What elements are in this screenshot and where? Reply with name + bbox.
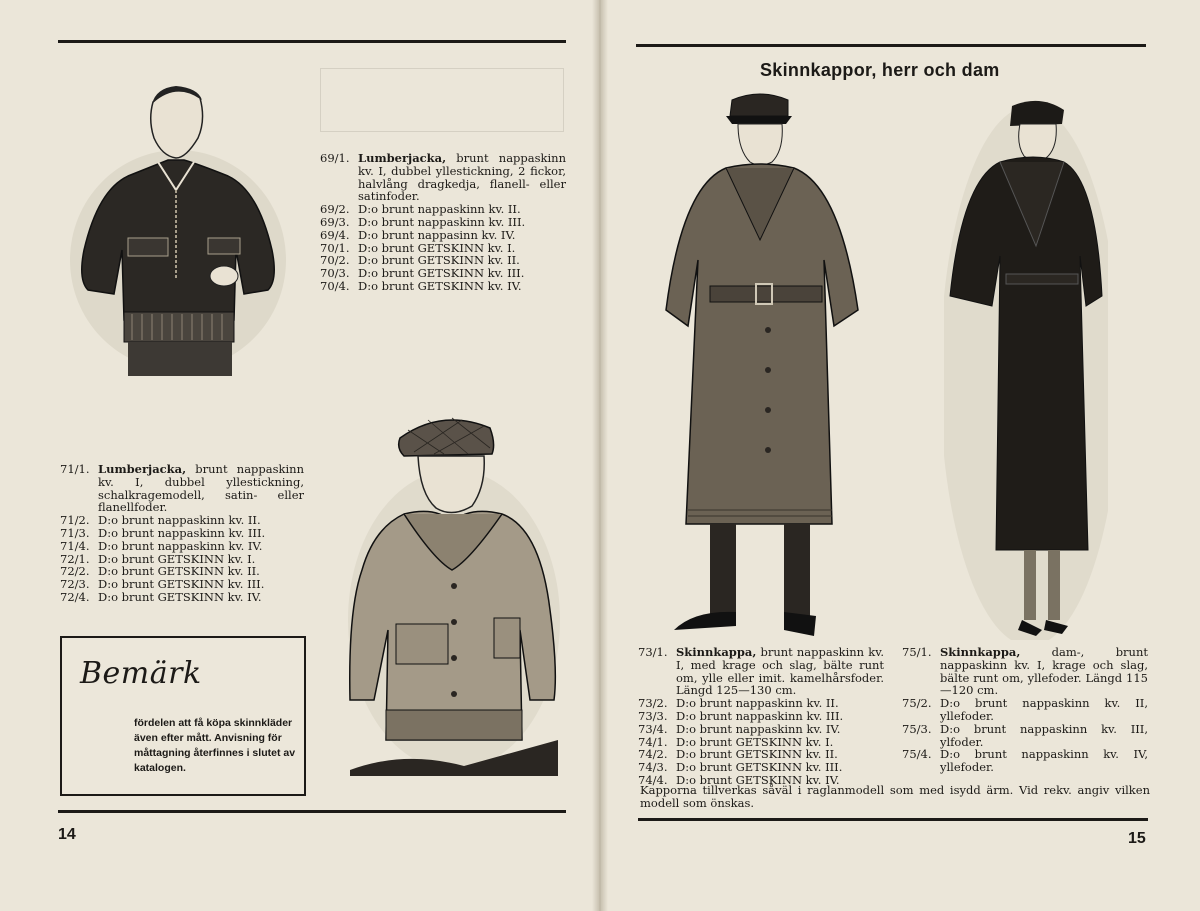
item-description (358, 280, 566, 293)
listing-71-72 (60, 463, 304, 604)
item-number: 73/3. (638, 708, 668, 723)
listing-row (320, 280, 566, 293)
item-text: D:o brunt GETSKINN kv. IV. (358, 278, 522, 293)
item-text: D:o brunt GETSKINN kv. III. (98, 577, 265, 592)
item-text: brunt nappaskinn kv. I, dubbel yllestickning, schalkragemodell, satin- eller flanellfoder. (98, 462, 304, 515)
item-number: 71/4. (60, 538, 90, 553)
item-text: D:o brunt GETSKINN kv. II. (676, 747, 838, 762)
page-number-right: 15 (1128, 830, 1146, 847)
listing-row (320, 152, 566, 203)
item-number: 72/1. (60, 551, 90, 566)
item-text: D:o brunt nappaskinn kv. II. (358, 202, 521, 217)
item-number: 70/4. (320, 278, 350, 293)
listing-row (902, 748, 1148, 774)
item-name: Lumberjacka, (98, 462, 187, 476)
item-number: 69/4. (320, 227, 350, 242)
illustration-skinnkappa-dam (944, 96, 1108, 640)
page-number-left: 14 (58, 826, 76, 843)
item-number: 70/1. (320, 240, 350, 255)
item-name: Lumberjacka, (358, 151, 447, 165)
item-text: D:o brunt GETSKINN kv. I. (358, 240, 516, 255)
item-number: 71/1. (60, 462, 90, 476)
item-description (98, 591, 304, 604)
listing-row (902, 697, 1148, 723)
item-text: D:o brunt nappaskinn kv. IV. (98, 538, 263, 553)
note-text: fördelen att få köpa skinnkläder även efter mått. Anvisning för måttagning återfinnes i slutet av katalogen. (134, 717, 296, 774)
top-rule-right (636, 44, 1146, 47)
item-number: 73/1. (638, 645, 668, 659)
item-number: 72/3. (60, 577, 90, 592)
item-text: brunt nappaskinn kv. I, dubbel yllestickning, 2 fickor, halvlång dragkedja, flanell- eller satinfoder. (358, 151, 566, 204)
item-number: 69/1. (320, 151, 350, 165)
item-number: 70/2. (320, 253, 350, 268)
item-number: 69/2. (320, 202, 350, 217)
top-rule-left (58, 40, 566, 43)
item-text: D:o brunt nappaskinn kv. II, yllefoder. (940, 696, 1148, 723)
item-description (98, 463, 304, 514)
item-number: 74/1. (638, 734, 668, 749)
note-box-bemark (60, 636, 306, 796)
item-number: 70/3. (320, 266, 350, 281)
listing-69-70 (320, 152, 566, 293)
illustration-skinnkappa-herr (664, 90, 864, 638)
listing-row (60, 591, 304, 604)
listing-row (902, 646, 1148, 697)
item-text: D:o brunt GETSKINN kv. IV. (676, 772, 840, 787)
item-number: 71/2. (60, 513, 90, 528)
item-number: 75/2. (902, 696, 932, 711)
item-text: D:o brunt nappaskinn kv. III, ylfoder. (940, 721, 1148, 749)
bottom-rule-right (638, 818, 1148, 821)
item-number: 75/1. (902, 645, 932, 659)
item-number: 73/2. (638, 696, 668, 711)
illustration-lumberjacka-shawl (344, 410, 562, 776)
item-number: 74/2. (638, 747, 668, 762)
page-title: Skinnkappor, herr och dam (760, 60, 1000, 80)
item-description (940, 748, 1148, 774)
item-text: D:o brunt GETSKINN kv. III. (358, 266, 525, 281)
bottom-rule-left (58, 810, 566, 813)
item-description (940, 697, 1148, 723)
item-number: 73/4. (638, 721, 668, 736)
book-gutter (592, 0, 608, 911)
item-number: 72/4. (60, 589, 90, 604)
item-text: brunt nappaskinn kv. I, med krage och slag, bälte runt om, ylle eller imit. kamelhårsfoder. Längd 125—130 cm. (676, 645, 884, 698)
note-heading: Bemärk (80, 656, 202, 691)
listing-row (60, 463, 304, 514)
item-name: Skinnkappa, (676, 645, 757, 659)
item-text: D:o brunt nappaskinn kv. III. (98, 525, 266, 540)
listing-73-74 (638, 646, 884, 787)
item-text: D:o brunt GETSKINN kv. II. (98, 564, 260, 579)
listing-75 (902, 646, 1148, 774)
item-text: D:o brunt GETSKINN kv. III. (676, 760, 843, 775)
item-text: D:o brunt nappaskinn kv. II. (676, 696, 839, 711)
item-description (676, 646, 884, 697)
item-number: 71/3. (60, 525, 90, 540)
illustration-lumberjacka-zip (58, 80, 290, 380)
item-number: 72/2. (60, 564, 90, 579)
item-number: 74/3. (638, 760, 668, 775)
item-text: D:o brunt GETSKINN kv. I. (676, 734, 834, 749)
item-text: D:o brunt nappasinn kv. IV. (358, 227, 516, 242)
listing-row (902, 723, 1148, 749)
item-text: D:o brunt GETSKINN kv. IV. (98, 589, 262, 604)
item-text: D:o brunt nappaskinn kv. III. (358, 214, 526, 229)
listing-row (638, 646, 884, 697)
item-number: 69/3. (320, 214, 350, 229)
item-text: D:o brunt nappaskinn kv. III. (676, 708, 844, 723)
item-text: dam-, brunt nappaskinn kv. I, krage och slag, bälte runt om, yllefoder. Längd 115—120 cm. (940, 645, 1148, 698)
item-number: 74/4. (638, 772, 668, 787)
item-text: D:o brunt GETSKINN kv. II. (358, 253, 520, 268)
item-text: D:o brunt nappaskinn kv. IV, yllefoder. (940, 747, 1148, 775)
item-text: D:o brunt GETSKINN kv. I. (98, 551, 256, 566)
item-description (358, 152, 566, 203)
item-name: Skinnkappa, (940, 645, 1021, 659)
item-number: 75/4. (902, 747, 932, 762)
item-text: D:o brunt nappaskinn kv. II. (98, 513, 261, 528)
item-number: 75/3. (902, 721, 932, 736)
item-description (940, 646, 1148, 697)
show-through-box (320, 68, 564, 132)
footer-note: Kapporna tillverkas såväl i raglanmodell som med isydd ärm. Vid rekv. angiv vilken modell som önskas. (640, 783, 1150, 810)
item-description (940, 723, 1148, 749)
item-text: D:o brunt nappaskinn kv. IV. (676, 721, 841, 736)
